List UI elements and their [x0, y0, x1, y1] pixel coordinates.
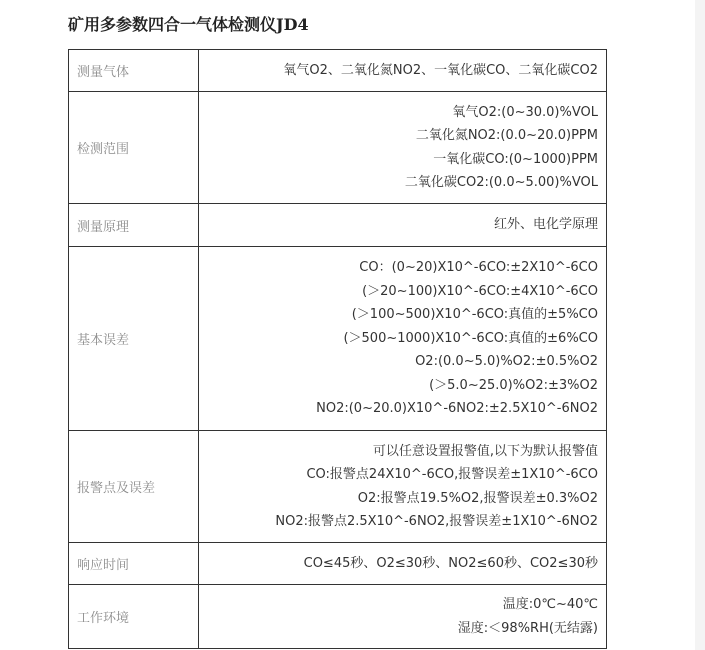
spec-value-line: CO≤45秒、O2≤30秒、NO2≤60秒、CO2≤30秒: [303, 555, 598, 571]
spec-value-line: 氧气O2、二氧化氮NO2、一氧化碳CO、二氧化碳CO2: [283, 62, 598, 78]
spec-row-response-time: [69, 543, 607, 585]
spec-value-line: NO2:报警点2.5X10^-6NO2,报警误差±1X10^-6NO2: [275, 514, 598, 529]
spec-value-line: 红外、电化学原理: [493, 217, 598, 233]
spec-value-line: NO2:(0~20.0)X10^-6NO2:±2.5X10^-6NO2: [316, 401, 598, 417]
spec-value-line: 二氧化氮NO2:(0.0~20.0)PPM: [415, 128, 598, 143]
spec-row-range: [69, 92, 607, 204]
spec-row-gases: [69, 50, 607, 92]
spec-label: 检测范围: [69, 92, 199, 204]
spec-value-line: O2:报警点19.5%O2,报警误差±0.3%O2: [357, 490, 598, 506]
page-title: 矿用多参数四合一气体检测仪JD4: [68, 15, 309, 34]
spec-row-alarm: [69, 431, 607, 543]
spec-value: [199, 585, 607, 649]
spec-label: 测量原理: [69, 204, 199, 247]
spec-value-line: (＞20~100)X10^-6CO:±4X10^-6CO: [362, 283, 598, 299]
spec-value-line: (＞100~500)X10^-6CO:真值的±5%CO: [351, 307, 598, 323]
spec-value-line: CO:报警点24X10^-6CO,报警误差±1X10^-6CO: [306, 467, 598, 482]
spec-value: [199, 247, 607, 431]
spec-label: 工作环境: [69, 585, 199, 649]
spec-value-line: 氧气O2:(0~30.0)%VOL: [452, 104, 598, 120]
spec-value: [199, 204, 607, 247]
spec-value: [199, 92, 607, 204]
spec-value-line: 湿度:＜98%RH(无结露): [457, 620, 598, 636]
spec-value-line: 可以任意设置报警值,以下为默认报警值: [372, 443, 598, 459]
spec-row-environment: [69, 585, 607, 649]
spec-row-principle: [69, 204, 607, 247]
spec-value-line: (＞5.0~25.0)%O2:±3%O2: [429, 377, 598, 393]
spec-label: 基本误差: [69, 247, 199, 431]
spec-value: [199, 543, 607, 585]
spec-label: 测量气体: [69, 50, 199, 92]
spec-value-line: 二氧化碳CO2:(0.0~5.00)%VOL: [404, 175, 598, 190]
spec-label: 响应时间: [69, 543, 199, 585]
spec-table: [68, 49, 607, 649]
spec-value-line: O2:(0.0~5.0)%O2:±0.5%O2: [415, 354, 598, 370]
spec-value-line: 一氧化碳CO:(0~1000)PPM: [433, 151, 598, 167]
spec-row-basic-error: [69, 247, 607, 431]
spec-value: [199, 50, 607, 92]
spec-value-line: (＞500~1000)X10^-6CO:真值的±6%CO: [343, 330, 598, 346]
spec-value: [199, 431, 607, 543]
spec-value-line: CO：(0~20)X10^-6CO:±2X10^-6CO: [359, 260, 598, 276]
scrollbar-track[interactable]: [695, 0, 705, 650]
spec-label: 报警点及误差: [69, 431, 199, 543]
spec-value-line: 温度:0℃~40℃: [502, 597, 598, 612]
